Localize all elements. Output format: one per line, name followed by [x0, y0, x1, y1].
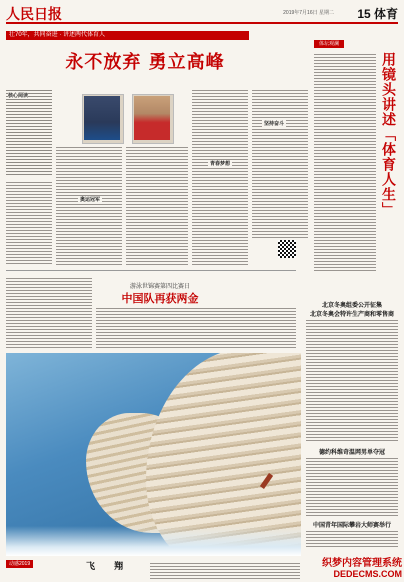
- athlete-portrait-1: [84, 96, 120, 140]
- qr-code: [278, 240, 296, 258]
- right-story-body-3: [306, 529, 398, 549]
- watermark-line-2: DEDECMS.COM: [333, 569, 402, 579]
- page-number: 15 体育: [357, 7, 398, 21]
- feature-tag: 壮70年，共同奋进 · 讲述两代体育人: [6, 31, 249, 40]
- right-story-body-1: [306, 318, 398, 443]
- subhead-3: 坚持奋斗: [264, 121, 285, 127]
- feature-headline: 永不放弃 勇立高峰: [65, 52, 225, 73]
- photo-title: 飞 翔: [86, 562, 132, 572]
- column-vertical-title: 用镜头讲述「体育人生」: [380, 52, 396, 217]
- issue-date: 2019年7月16日 星期二: [283, 10, 334, 16]
- right-story-title-3: 德约科维奇温网男单夺冠: [306, 447, 398, 456]
- athlete-portrait-2: [134, 96, 170, 140]
- article-column-2: [126, 145, 188, 265]
- article-column-3: [192, 88, 248, 265]
- editor-note-title: 核心阅读: [8, 93, 29, 99]
- right-story-title-4: 中国青年国际攀岩大师赛举行: [306, 520, 398, 529]
- masthead: [6, 4, 398, 24]
- swim-kicker: 游泳世锦赛第四比赛日: [129, 283, 190, 290]
- article-column-0: [6, 180, 52, 265]
- subhead-2: 青春梦想: [210, 161, 231, 167]
- sea-foam: [6, 526, 301, 556]
- watermark-line-1: 织梦内容管理系统: [322, 558, 402, 569]
- cliff-diving-photo: [6, 353, 301, 556]
- right-story-title-2: 北京冬奥会特许生产商和零售商: [306, 309, 398, 318]
- newspaper-logo: 人民日报: [6, 7, 62, 23]
- swim-article-body: [96, 306, 296, 348]
- swim-article-left: [6, 276, 92, 348]
- right-story-title-1: 北京冬奥组委公开征集: [306, 300, 398, 309]
- photo-caption: [150, 561, 300, 579]
- article-column-4: [252, 88, 308, 238]
- section-divider: [6, 270, 296, 271]
- column-body: [314, 52, 376, 272]
- photo-section-tag: 动感2019: [6, 560, 33, 568]
- article-column-1: [56, 145, 122, 265]
- subhead-1: 奥运冠军: [80, 197, 101, 203]
- right-story-body-2: [306, 456, 398, 516]
- editor-note-box: [6, 88, 52, 176]
- column-tag: 体坛观澜: [314, 40, 344, 48]
- swim-title: 中国队再获两金: [121, 292, 199, 305]
- watermark: [322, 558, 402, 580]
